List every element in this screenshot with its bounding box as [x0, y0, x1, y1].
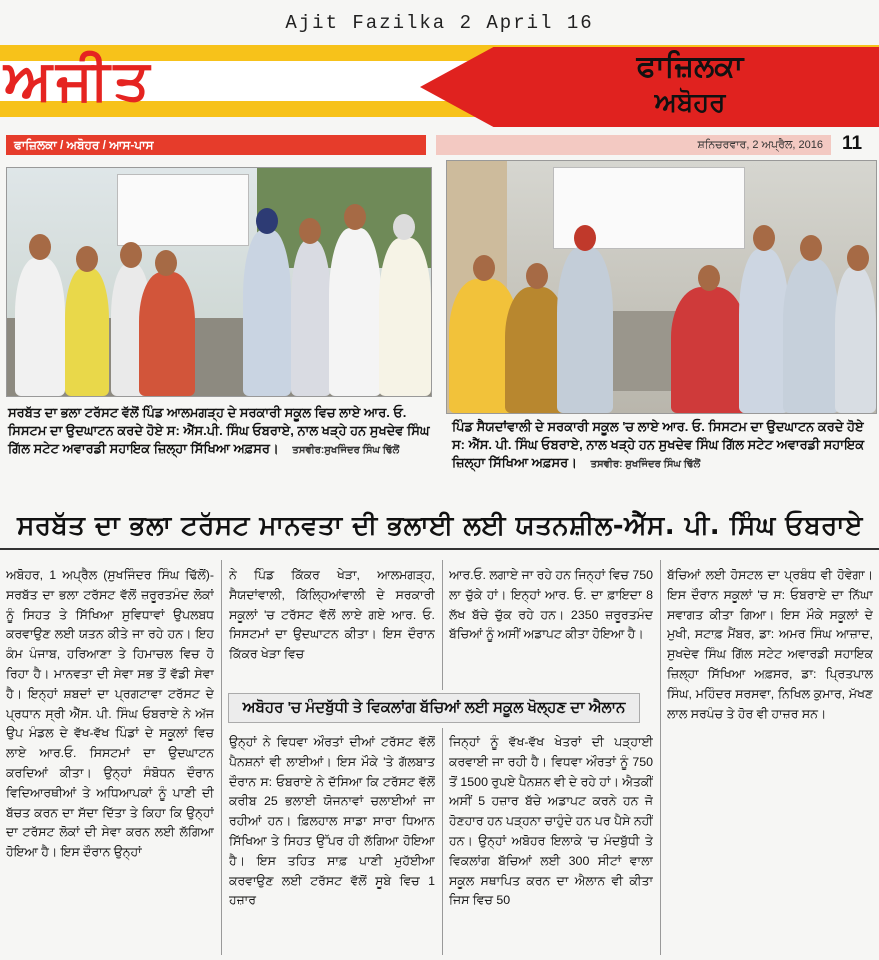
column-divider — [442, 560, 443, 690]
photo-right — [446, 160, 877, 414]
photo-left-caption: ਸਰਬੱਤ ਦਾ ਭਲਾ ਟਰੱਸਟ ਵੱਲੋਂ ਪਿੰਡ ਆਲਮਗੜ੍ਹ ਦੇ ਸਰਕਾਰੀ ਸਕੂਲ ਵਿਚ ਲਾਏ ਆਰ. ਓ. ਸਿਸਟਮ ਦਾ ਉਦਘਾਟਨ ਕਰਦੇ ਹੋਏ ਸ: ਐੱਸ.ਪੀ. ਸਿੰਘ ਓਬਰਾਏ, ਨਾਲ ਖੜ੍ਹੇ ਹਨ ਸੁਖਦੇਵ ਸਿੰਘ ਗਿੱਲ ਸਟੇਟ ਅਵਾਰਡੀ ਸਹਾਇਕ ਜ਼ਿਲ੍ਹਾ ਸਿੱਖਿਆ ਅਫ਼ਸਰ। ਤਸਵੀਰ:ਸੁਖਜਿੰਦਰ ਸਿੰਘ ਢਿੱਲੋਂ — [8, 405, 430, 456]
masthead — [0, 45, 879, 135]
article-column-4: ਬੱਚਿਆਂ ਲਈ ਹੋਸਟਲ ਦਾ ਪ੍ਰਬੰਧ ਵੀ ਹੋਵੇਗਾ। ਇਸ ਦੌਰਾਨ ਸਕੂਲਾਂ 'ਚ ਸ: ਓਬਰਾਏ ਦਾ ਨਿੱਘਾ ਸਵਾਗਤ ਕੀਤਾ ਗਿਆ। ਇਸ ਮੌਕੇ ਸਕੂਲਾਂ ਦੇ ਮੁਖੀ, ਸਟਾਫ਼ ਮੈਂਬਰ, ਡਾ: ਅਮਰ ਸਿੰਘ ਆਜ਼ਾਦ, ਸੁਖਦੇਵ ਸਿੰਘ ਗਿੱਲ ਸਟੇਟ ਅਵਾਰਡੀ ਸਹਾਇਕ ਜ਼ਿਲ੍ਹਾ ਸਿੱਖਿਆ ਅਫ਼ਸਰ, ਡਾ: ਪ੍ਰਿਤਪਾਲ ਸਿੰਘ, ਮਹਿੰਦਰ ਸਰਸਵਾ, ਨਿਖਿਲ ਕੁਮਾਰ, ਮੱਖਣ ਲਾਲ ਸਰਪੰਚ ਤੇ ਹੋਰ ਵੀ ਹਾਜ਼ਰ ਸਨ। — [667, 568, 873, 721]
edition-title: ਫਾਜ਼ਿਲਕਾ — [636, 49, 744, 84]
column-divider — [442, 728, 443, 955]
article-column-2-bottom: ਉਨ੍ਹਾਂ ਨੇ ਵਿਧਵਾ ਔਰਤਾਂ ਦੀਆਂ ਟਰੱਸਟ ਵੱਲੋਂ ਪੈਨਸ਼ਨਾਂ ਵੀ ਲਾਈਆਂ। ਇਸ ਮੌਕੇ 'ਤੇ ਗੱਲਬਾਤ ਦੌਰਾਨ ਸ: ਓਬਰਾਏ ਨੇ ਦੱਸਿਆ ਕਿ ਟਰੱਸਟ ਵੱਲੋਂ ਕਰੀਬ 25 ਭਲਾਈ ਯੋਜਨਾਵਾਂ ਚਲਾਈਆਂ ਜਾ ਰਹੀਆਂ ਹਨ। ਫ਼ਿਲਹਾਲ ਸਾਡਾ ਸਾਰਾ ਧਿਆਨ ਸਿੱਖਿਆ ਤੇ ਸਿਹਤ ਉੱਪਰ ਹੀ ਲੱਗਿਆ ਹੋਇਆ ਹੈ। ਇਸ ਤਹਿਤ ਸਾਫ਼ ਪਾਣੀ ਮੁਹੱਈਆ ਕਰਵਾਉਣ ਲਈ ਟਰੱਸਟ ਵੱਲੋਂ ਸੂਬੇ ਵਿਚ 1 ਹਜ਼ਾਰ — [229, 735, 435, 908]
article-column-3-top: ਆਰ.ਓ. ਲਗਾਏ ਜਾ ਰਹੇ ਹਨ ਜਿਨ੍ਹਾਂ ਵਿਚ 750 ਲਾ ਚੁੱਕੇ ਹਾਂ। ਇਨ੍ਹਾਂ ਆਰ. ਓ. ਦਾ ਫ਼ਾਇਦਾ 8 ਲੱਖ ਬੱਚੇ ਚੁੱਕ ਰਹੇ ਹਨ। 2350 ਜ਼ਰੂਰਤਮੰਦ ਬੱਚਿਆਂ ਨੂੰ ਅਸੀਂ ਅਡਾਪਟ ਕੀਤਾ ਹੋਇਆ ਹੈ। — [449, 568, 653, 642]
photo-left — [6, 167, 432, 397]
page-number: 11 — [842, 133, 863, 154]
section-label: ਫਾਜ਼ਿਲਕਾ / ਅਬੋਹਰ / ਆਸ-ਪਾਸ — [6, 135, 426, 155]
column-divider — [221, 560, 222, 955]
headline-rule — [0, 548, 879, 550]
issue-date: ਸ਼ਨਿਚਰਵਾਰ, 2 ਅਪ੍ਰੈਲ, 2016 — [436, 135, 831, 155]
photo-left-credit: ਤਸਵੀਰ:ਸੁਖਜਿੰਦਰ ਸਿੰਘ ਢਿੱਲੋਂ — [292, 445, 400, 456]
clipping-source-caption: Ajit Fazilka 2 April 16 — [285, 12, 594, 34]
column-divider — [660, 560, 661, 955]
edition-subtitle: ਅਬੋਹਰ — [654, 88, 726, 118]
photo-right-credit: ਤਸਵੀਰ: ਸੁਖਜਿੰਦਰ ਸਿੰਘ ਢਿੱਲੋਂ — [590, 459, 701, 470]
article-column-1: ਅਬੋਹਰ, 1 ਅਪ੍ਰੈਲ (ਸੁਖਜਿੰਦਰ ਸਿੰਘ ਢਿੱਲੋਂ)-ਸਰਬੱਤ ਦਾ ਭਲਾ ਟਰੱਸਟ ਵੱਲੋਂ ਜ਼ਰੂਰਤਮੰਦ ਲੋਕਾਂ ਨੂੰ ਸਿਹਤ ਤੇ ਸਿੱਖਿਆ ਸੁਵਿਧਾਵਾਂ ਉਪਲਬਧ ਕਰਵਾਉਣ ਲਈ ਯਤਨ ਕੀਤੇ ਜਾ ਰਹੇ ਹਨ। ਇਹ ਕੰਮ ਪੰਜਾਬ, ਹਰਿਆਣਾ ਤੇ ਹਿਮਾਚਲ ਵਿਚ ਹੋ ਰਿਹਾ ਹੈ। ਮਾਨਵਤਾ ਦੀ ਸੇਵਾ ਸਭ ਤੋਂ ਵੱਡੀ ਸੇਵਾ ਹੈ। ਇਨ੍ਹਾਂ ਸ਼ਬਦਾਂ ਦਾ ਪ੍ਰਗਟਾਵਾ ਟਰੱਸਟ ਦੇ ਪ੍ਰਧਾਨ ਸ੍ਰੀ ਐੱਸ. ਪੀ. ਸਿੰਘ ਓਬਰਾਏ ਨੇ ਅੱਜ ਉਪ ਮੰਡਲ ਦੇ ਵੱਖ-ਵੱਖ ਪਿੰਡਾਂ ਦੇ ਸਕੂਲਾਂ ਵਿਚ ਲਾਏ ਆਰ.ਓ. ਸਿਸਟਮਾਂ ਦਾ ਉਦਘਾਟਨ ਕਰਦਿਆਂ ਕੀਤਾ। ਉਨ੍ਹਾਂ ਸੰਬੋਧਨ ਦੌਰਾਨ ਵਿਦਿਆਰਥੀਆਂ ਤੇ ਅਧਿਆਪਕਾਂ ਨੂੰ ਪਾਣੀ ਦੀ ਬੱਚਤ ਕਰਨ ਦਾ ਸੱਦਾ ਦਿੱਤਾ ਤੇ ਕਿਹਾ ਕਿ ਉਨ੍ਹਾਂ ਦਾ ਟਰੱਸਟ ਲੋਕਾਂ ਦੀ ਸੇਵਾ ਕਰਨ ਲਈ ਲੱਗਿਆ ਹੋਇਆ ਹੈ। ਇਸ ਦੌਰਾਨ ਉਨ੍ਹਾਂ — [6, 568, 214, 860]
section-bar — [0, 135, 879, 155]
newspaper-logo: ਅਜੀਤ — [4, 48, 154, 113]
photo-right-caption: ਪਿੰਡ ਸੈਯਦਾਂਵਾਲੀ ਦੇ ਸਰਕਾਰੀ ਸਕੂਲ 'ਚ ਲਾਏ ਆਰ. ਓ. ਸਿਸਟਮ ਦਾ ਉਦਘਾਟਨ ਕਰਦੇ ਹੋਏ ਸ: ਐੱਸ. ਪੀ. ਸਿੰਘ ਓਬਰਾਏ, ਨਾਲ ਖੜ੍ਹੇ ਹਨ ਸੁਖਦੇਵ ਸਿੰਘ ਗਿੱਲ ਸਟੇਟ ਅਵਾਰਡੀ ਸਹਾਇਕ ਜ਼ਿਲ੍ਹਾ ਸਿੱਖਿਆ ਅਫ਼ਸਰ। ਤਸਵੀਰ: ਸੁਖਜਿੰਦਰ ਸਿੰਘ ਢਿੱਲੋਂ — [452, 419, 865, 470]
article-subheadline: ਅਬੋਹਰ 'ਚ ਮੰਦਬੁੱਧੀ ਤੇ ਵਿਕਲਾਂਗ ਬੱਚਿਆਂ ਲਈ ਸਕੂਲ ਖੋਲ੍ਹਣ ਦਾ ਐਲਾਨ — [228, 693, 640, 723]
article-column-3-bottom: ਜਿਨ੍ਹਾਂ ਨੂੰ ਵੱਖ-ਵੱਖ ਖੇਤਰਾਂ ਦੀ ਪੜ੍ਹਾਈ ਕਰਵਾਈ ਜਾ ਰਹੀ ਹੈ। ਵਿਧਵਾ ਔਰਤਾਂ ਨੂੰ 750 ਤੋਂ 1500 ਰੁਪਏ ਪੈਨਸ਼ਨ ਵੀ ਦੇ ਰਹੇ ਹਾਂ। ਐਤਕੀਂ ਅਸੀਂ 5 ਹਜ਼ਾਰ ਬੱਚੇ ਅਡਾਪਟ ਕਰਨੇ ਹਨ ਜੋ ਹੋਣਹਾਰ ਹਨ ਪੜ੍ਹਨਾ ਚਾਹੁੰਦੇ ਹਨ ਪਰ ਪੈਸੇ ਨਹੀਂ ਹਨ। ਉਨ੍ਹਾਂ ਅਬੋਹਰ ਇਲਾਕੇ 'ਚ ਮੰਦਬੁੱਧੀ ਤੇ ਵਿਕਲਾਂਗ ਬੱਚਿਆਂ ਲਈ 300 ਸੀਟਾਂ ਵਾਲਾ ਸਕੂਲ ਸਥਾਪਿਤ ਕਰਨ ਦਾ ਐਲਾਨ ਵੀ ਕੀਤਾ ਜਿਸ ਵਿਚ 50 — [449, 735, 653, 908]
article-headline: ਸਰਬੱਤ ਦਾ ਭਲਾ ਟਰੱਸਟ ਮਾਨਵਤਾ ਦੀ ਭਲਾਈ ਲਈ ਯਤਨਸ਼ੀਲ-ਐੱਸ. ਪੀ. ਸਿੰਘ ਓਬਰਾਏ — [17, 511, 863, 541]
article-column-2-top: ਨੇ ਪਿੰਡ ਕਿੱਕਰ ਖੇੜਾ, ਆਲਮਗੜ੍ਹ, ਸੈਯਦਾਂਵਾਲੀ, ਕਿੱਲ੍ਹਿਆਂਵਾਲੀ ਦੇ ਸਰਕਾਰੀ ਸਕੂਲਾਂ 'ਚ ਟਰੱਸਟ ਵੱਲੋਂ ਲਾਏ ਗਏ ਆਰ. ਓ. ਸਿਸਟਮਾਂ ਦਾ ਉਦਘਾਟਨ ਕੀਤਾ। ਇਸ ਦੌਰਾਨ ਕਿੱਕਰ ਖੇੜਾ ਵਿਚ — [229, 568, 435, 662]
